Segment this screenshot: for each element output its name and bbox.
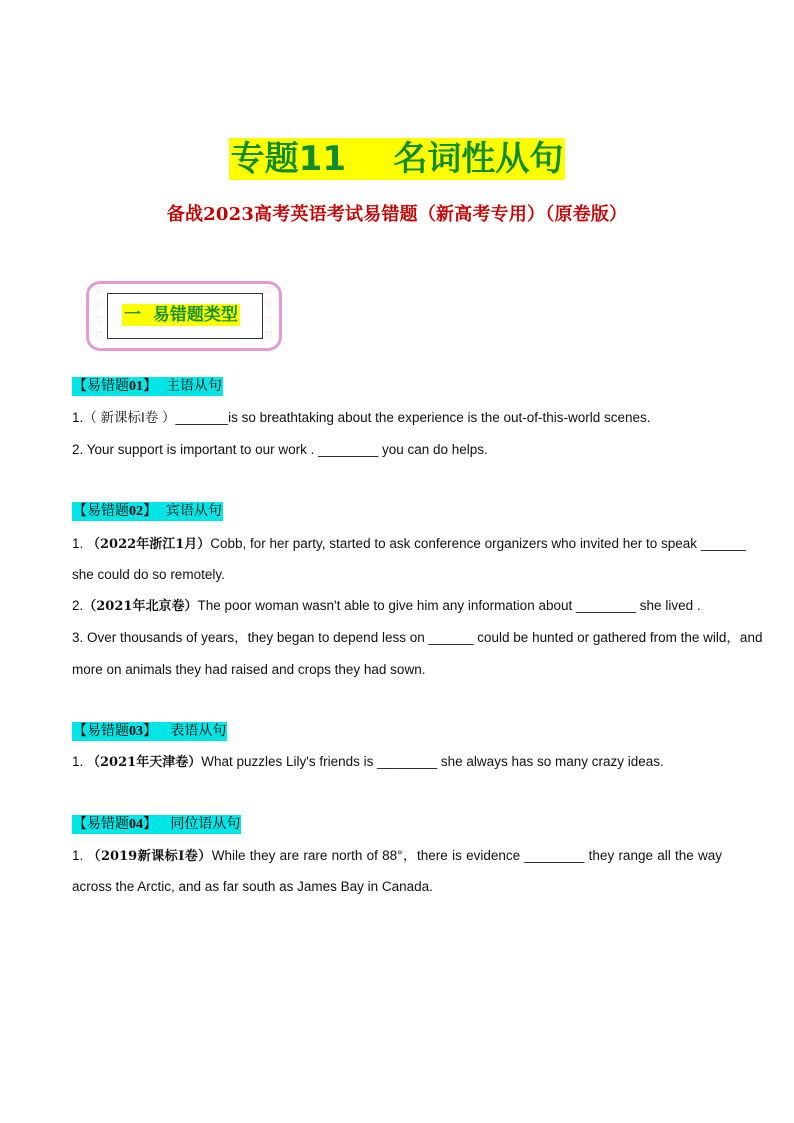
heart-icon: ♡ [264, 286, 273, 296]
question-line: she could do so remotely. [72, 567, 225, 582]
section-heading: 【易错题03】 表语从句 [73, 723, 227, 739]
question-source: （2022年浙江1月） [87, 537, 211, 552]
type-frame [86, 281, 282, 351]
heart-icon: ♡ [95, 286, 104, 296]
heart-icon: ♡ [95, 316, 104, 326]
question-line: 1. （2019新课标I卷）While they are rare north of 88°，there is evidence ________ they range all the way [72, 848, 723, 864]
question-source: （2019新课标I卷） [87, 849, 212, 864]
question-line: 1. （2021年天津卷）What puzzles Lily's friends is ________ she always has so many crazy ideas. [72, 754, 664, 770]
question-line: 2.（2021年北京卷）The poor woman wasn't able to give him any information about ________ she lived . [72, 598, 701, 614]
section-heading: 【易错题04】 同位语从句 [73, 816, 241, 832]
page-title: 专题11 名词性从句 [230, 139, 564, 179]
heart-icon: ♡ [264, 301, 273, 311]
heart-icon: ♡ [264, 331, 273, 341]
question-line: more on animals they had raised and crops they had sown. [72, 662, 426, 677]
question-line: 1.（ 新课标I卷 ）_______is so breathtaking about the experience is the out-of-this-world scenes. [72, 410, 651, 425]
section-heading: 【易错题01】 主语从句 [73, 378, 222, 394]
heart-icon: ♡ [95, 331, 104, 341]
question-source: （2021年天津卷） [87, 755, 202, 770]
section-heading: 【易错题02】 宾语从句 [73, 503, 222, 519]
heart-icon: ♡ [264, 316, 273, 326]
heart-icon: ♡ [95, 301, 104, 311]
question-source: （2021年北京卷） [83, 599, 198, 614]
type-box [107, 293, 263, 339]
title-block [0, 138, 794, 180]
question-line: across the Arctic, and as far south as James Bay in Canada. [72, 879, 433, 894]
question-line: 3. Over thousands of years，they began to depend less on ______ could be hunted or gathered from the wild，and [72, 630, 763, 645]
question-line: 1. （2022年浙江1月）Cobb, for her party, started to ask conference organizers who invited her to speak ______ [72, 536, 746, 552]
page-subtitle: 备战2023高考英语考试易错题（新高考专用）（原卷版） [166, 204, 628, 225]
type-label: 一 易错题类型 [124, 305, 238, 325]
question-line: 2. Your support is important to our work . ________ you can do helps. [72, 442, 488, 457]
